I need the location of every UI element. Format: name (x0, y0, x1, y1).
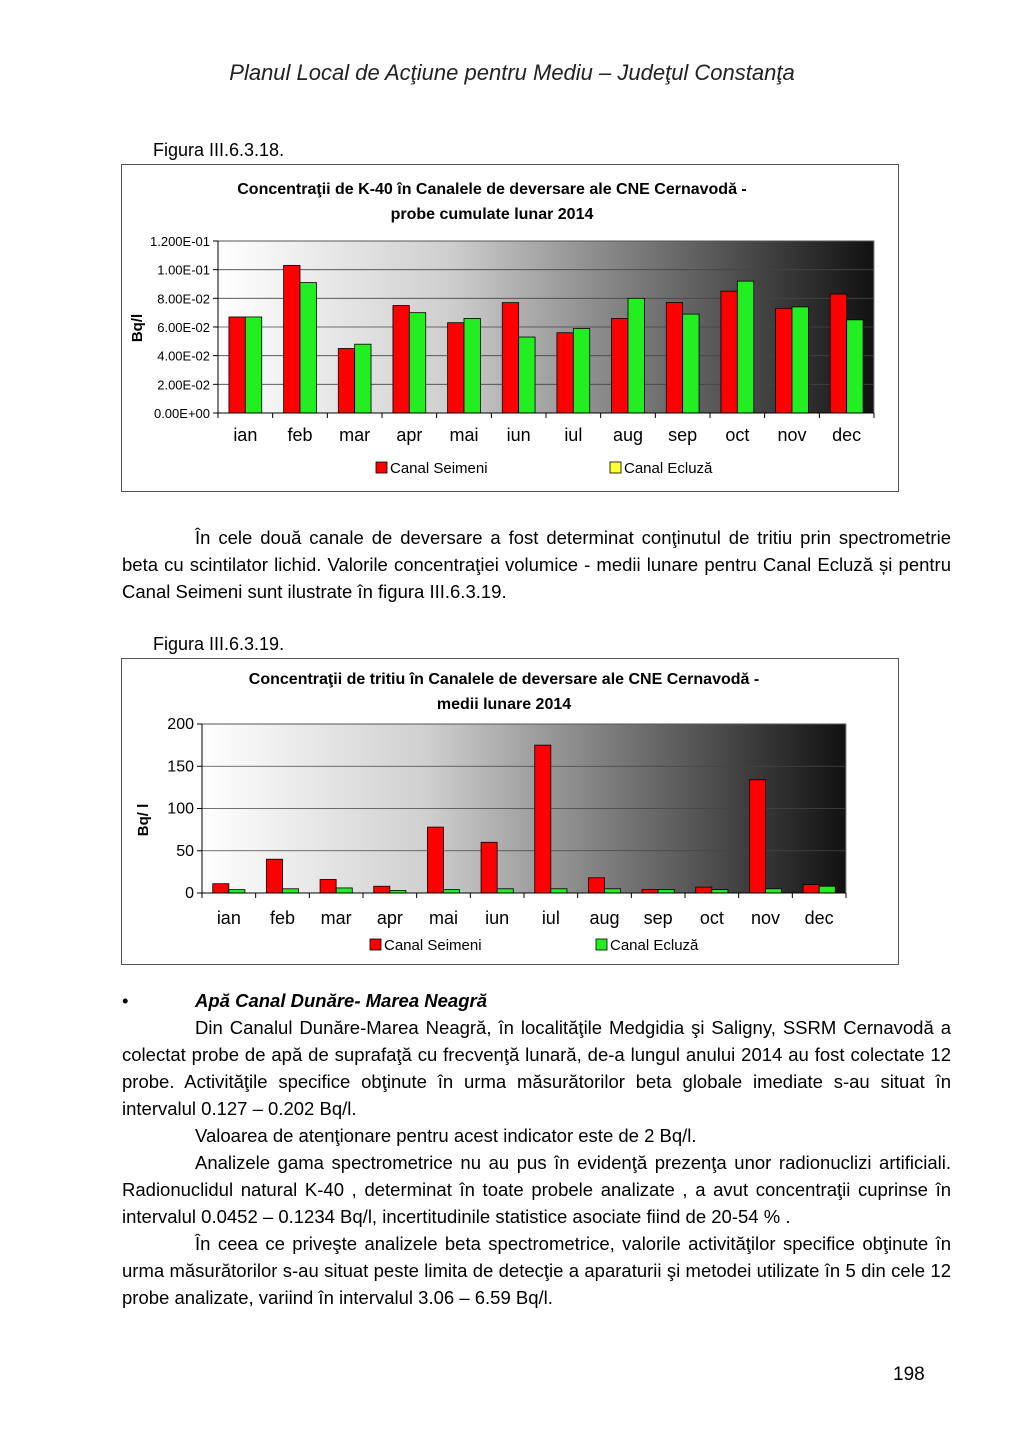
section-paragraph-1: Din Canalul Dunăre-Marea Neagră, în localităţile Medgidia şi Saligny, SSRM Cernavodă a colectat probe de apă de suprafaţă cu frecvenţă lunară, de-a lungul anului 2014 au fost colectate 12 probe. Activităţile specifice obţinute în urma măsurătorilor beta globale imediate s-au situat în intervalul 0.127 – 0.202 Bq/l. (122, 1017, 951, 1119)
tritium-bar-ecluza (283, 889, 299, 893)
tritium-ytick-label: 200 (167, 716, 194, 733)
tritium-bar-ecluza (336, 888, 352, 893)
tritium-bar-seimeni (535, 745, 551, 893)
k40-xtick-label: dec (832, 425, 862, 445)
tritium-bar-ecluza (766, 889, 782, 893)
k40-ytick-label: 4.00E-02 (157, 348, 210, 364)
tritium-xtick-label: aug (589, 908, 620, 928)
k40-xtick-label: iun (506, 425, 531, 445)
k40-bar-seimeni (830, 294, 846, 413)
tritium-bar-ecluza (605, 889, 621, 893)
k40-legend-swatch (610, 462, 621, 473)
paragraph-tritium-intro (122, 524, 951, 605)
k40-bar-ecluza (355, 344, 371, 413)
k40-xtick-label: sep (668, 425, 698, 445)
section-paragraph-3: Analizele gama spectrometrice nu au pus în evidenţă prezenţa unor radionuclizi artificiali. Radionuclidul natural K-40 , determinat în toate probele analizate , a avut concentraţii cuprinse în intervalul 0.0452 – 0.1234 Bq/l, incertitudinile statistice asociate fiind de 20-54 % . (122, 1152, 951, 1227)
k40-bar-seimeni (502, 303, 518, 413)
k40-bar-ecluza (573, 328, 589, 413)
k40-xtick-label: mai (449, 425, 479, 445)
k40-bar-ecluza (409, 313, 425, 413)
section-paragraph-2: Valoarea de atenţionare pentru acest indicator este de 2 Bq/l. (195, 1125, 697, 1146)
k40-bar-ecluza (245, 317, 261, 413)
k40-bar-ecluza (683, 314, 699, 413)
chart-k40-title-1: Concentraţii de K-40 în Canalele de deversare ale CNE Cernavodă - (237, 181, 747, 198)
k40-bar-seimeni (721, 291, 737, 413)
tritium-bar-seimeni (427, 827, 443, 893)
k40-bar-ecluza (628, 298, 644, 413)
figure-2-label: Figura III.6.3.19. (153, 634, 285, 654)
tritium-xtick-label: feb (269, 908, 296, 928)
chart-tritium-ylabel: Bq/ l (135, 803, 152, 837)
k40-bar-ecluza (792, 307, 808, 413)
tritium-bar-ecluza (229, 890, 245, 893)
tritium-xtick-label: sep (643, 908, 673, 928)
chart-k40 (121, 164, 899, 492)
page-number: 198 (893, 1364, 925, 1385)
tritium-bar-ecluza (819, 886, 835, 893)
tritium-bar-seimeni (374, 886, 390, 893)
tritium-xtick-label: mai (428, 908, 459, 928)
page-header: Planul Local de Acţiune pentru Mediu – Judeţul Constanţa (229, 60, 795, 85)
bullet-marker: • (122, 990, 129, 1011)
tritium-xtick-label: iun (485, 908, 510, 928)
tritium-bar-seimeni (213, 884, 229, 893)
k40-bar-seimeni (229, 317, 245, 413)
k40-bar-seimeni (393, 306, 409, 414)
k40-bar-seimeni (666, 303, 682, 413)
k40-ytick-label: 1.200E-01 (150, 234, 210, 249)
k40-ytick-label: 6.00E-02 (157, 320, 210, 335)
tritium-bar-ecluza (658, 890, 674, 893)
k40-bar-ecluza (464, 318, 480, 413)
k40-legend-label: Canal Seimeni (390, 460, 488, 477)
chart-tritium-title-2: medii lunare 2014 (436, 696, 572, 713)
k40-bar-seimeni (448, 323, 464, 413)
section-paragraph-4: În ceea ce priveşte analizele beta spectrometrice, valorile activităţilor specifice obţinute în urma măsurătorilor s-au situat peste limita de detecţie a aparaturii şi metodei utilizate în 5 din cele 12 probe analizate, variind în intervalul 3.06 – 6.59 Bq/l. (122, 1233, 951, 1308)
tritium-ytick-label: 150 (167, 758, 194, 776)
k40-legend-swatch (376, 462, 387, 473)
k40-bar-ecluza (300, 283, 316, 413)
k40-bar-seimeni (612, 318, 628, 413)
chart-tritium (121, 658, 899, 965)
tritium-legend-swatch (596, 939, 607, 950)
tritium-bar-seimeni (266, 859, 282, 893)
tritium-bar-ecluza (444, 890, 460, 893)
figure-1-label: Figura III.6.3.18. (153, 140, 285, 160)
tritium-ytick-label: 0 (185, 885, 194, 902)
chart-tritium-svg (122, 659, 898, 964)
k40-bar-seimeni (284, 265, 300, 413)
tritium-xtick-label: dec (804, 908, 834, 928)
chart-k40-svg (122, 165, 898, 491)
tritium-bar-ecluza (712, 890, 728, 893)
k40-ytick-label: 1.00E-01 (157, 262, 210, 278)
section-title: Apă Canal Dunăre- Marea Neagră (195, 990, 487, 1011)
k40-xtick-label: nov (777, 425, 807, 445)
tritium-bar-ecluza (551, 889, 567, 893)
k40-xtick-label: apr (396, 425, 423, 445)
tritium-bar-seimeni (588, 878, 604, 893)
k40-bar-seimeni (338, 349, 354, 414)
tritium-bar-ecluza (497, 889, 513, 893)
chart-tritium-title-1: Concentraţii de tritiu în Canalele de deversare ale CNE Cernavodă - (248, 671, 760, 688)
chart-k40-title-2: probe cumulate lunar 2014 (390, 206, 594, 223)
tritium-legend-label: Canal Ecluză (610, 937, 699, 954)
tritium-bar-seimeni (642, 890, 658, 893)
tritium-bar-seimeni (481, 842, 497, 893)
tritium-legend-label: Canal Seimeni (384, 937, 482, 954)
k40-xtick-label: aug (612, 425, 644, 445)
paragraph-text: În cele două canale de deversare a fost determinat conţinutul de tritiu prin spectrometrie beta cu scintilator lichid. Valorile concentraţiei volumice - medii lunare pentru Canal Ecluză și pentru Canal Seimeni sunt ilustrate în figura III.6.3.19. (122, 527, 951, 602)
k40-ytick-label: 2.00E-02 (157, 377, 210, 393)
k40-xtick-label: ian (233, 425, 258, 445)
k40-xtick-label: oct (725, 425, 750, 445)
tritium-ytick-label: 50 (176, 842, 194, 860)
chart-k40-ylabel: Bq/l (129, 313, 146, 343)
tritium-legend-swatch (370, 939, 381, 950)
k40-ytick-label: 0.00E+00 (153, 406, 210, 421)
k40-xtick-label: iul (564, 425, 583, 445)
tritium-xtick-label: apr (376, 908, 403, 928)
k40-bar-ecluza (847, 320, 863, 413)
tritium-xtick-label: nov (750, 908, 781, 928)
section-body (122, 1014, 951, 1311)
k40-bar-seimeni (776, 308, 792, 413)
k40-xtick-label: feb (287, 425, 313, 445)
k40-xtick-label: mar (339, 425, 371, 445)
tritium-bar-seimeni (696, 887, 712, 893)
tritium-xtick-label: ian (216, 908, 241, 928)
tritium-bar-seimeni (320, 879, 336, 893)
tritium-bar-seimeni (749, 780, 765, 893)
tritium-xtick-label: oct (699, 908, 724, 928)
tritium-ytick-label: 100 (167, 800, 194, 818)
k40-bar-seimeni (557, 333, 573, 413)
k40-legend-label: Canal Ecluză (624, 460, 713, 477)
k40-bar-ecluza (519, 337, 535, 413)
k40-bar-ecluza (737, 281, 753, 413)
tritium-bar-seimeni (803, 885, 819, 893)
tritium-xtick-label: mar (320, 908, 352, 928)
tritium-xtick-label: iul (541, 908, 560, 928)
k40-ytick-label: 8.00E-02 (157, 291, 210, 307)
